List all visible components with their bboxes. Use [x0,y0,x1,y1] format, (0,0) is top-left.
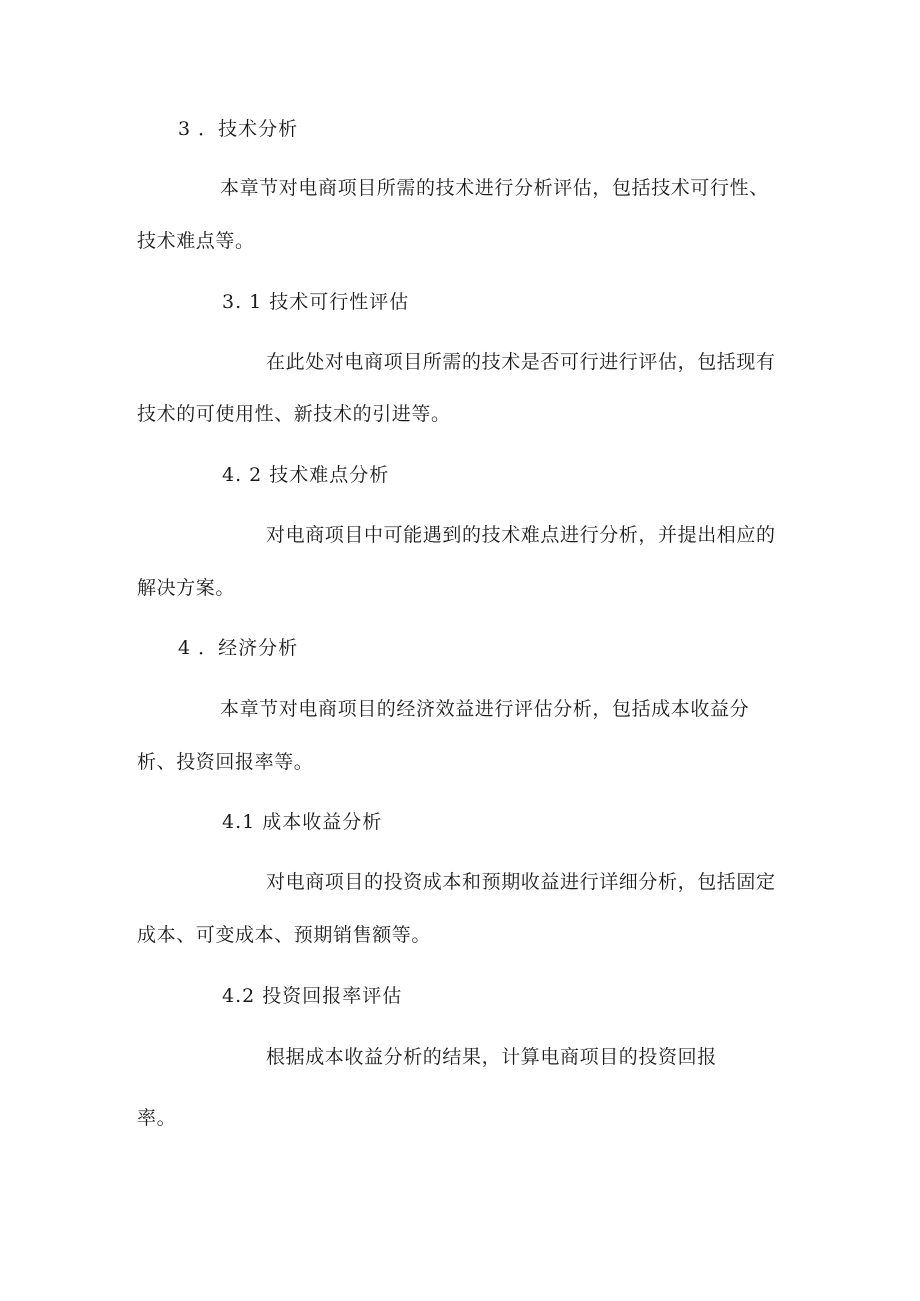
paragraph-line: 对电商项目中可能遇到的技术难点进行分析，并提出相应的 [266,524,776,546]
section-heading-4: 4 ．经济分析 [178,637,299,659]
section-heading-4-2-roi: 4.2 投资回报率评估 [222,985,403,1007]
paragraph-line: 在此处对电商项目所需的技术是否可行进行评估，包括现有 [266,351,776,373]
paragraph-line: 技术的可使用性、新技术的引进等。 [137,403,451,425]
paragraph-line: 解决方案。 [137,577,236,599]
paragraph-line: 成本、可变成本、预期销售额等。 [137,924,432,946]
paragraph-line: 对电商项目的投资成本和预期收益进行详细分析，包括固定 [266,871,776,893]
paragraph-line: 率。 [137,1107,177,1129]
section-heading-3-1: 3. 1 技术可行性评估 [222,291,410,313]
paragraph-line: 根据成本收益分析的结果，计算电商项目的投资回报 [266,1046,717,1068]
paragraph-line: 本章节对电商项目所需的技术进行分析评估，包括技术可行性、 [220,177,769,199]
paragraph-line: 析、投资回报率等。 [137,751,314,773]
section-heading-4-1: 4.1 成本收益分析 [222,811,383,833]
section-heading-3: 3 ．技术分析 [178,118,299,140]
paragraph-line: 技术难点等。 [137,230,255,252]
paragraph-line: 本章节对电商项目的经济效益进行评估分析，包括成本收益分 [220,698,750,720]
section-heading-4-2-tech: 4. 2 技术难点分析 [222,464,390,486]
